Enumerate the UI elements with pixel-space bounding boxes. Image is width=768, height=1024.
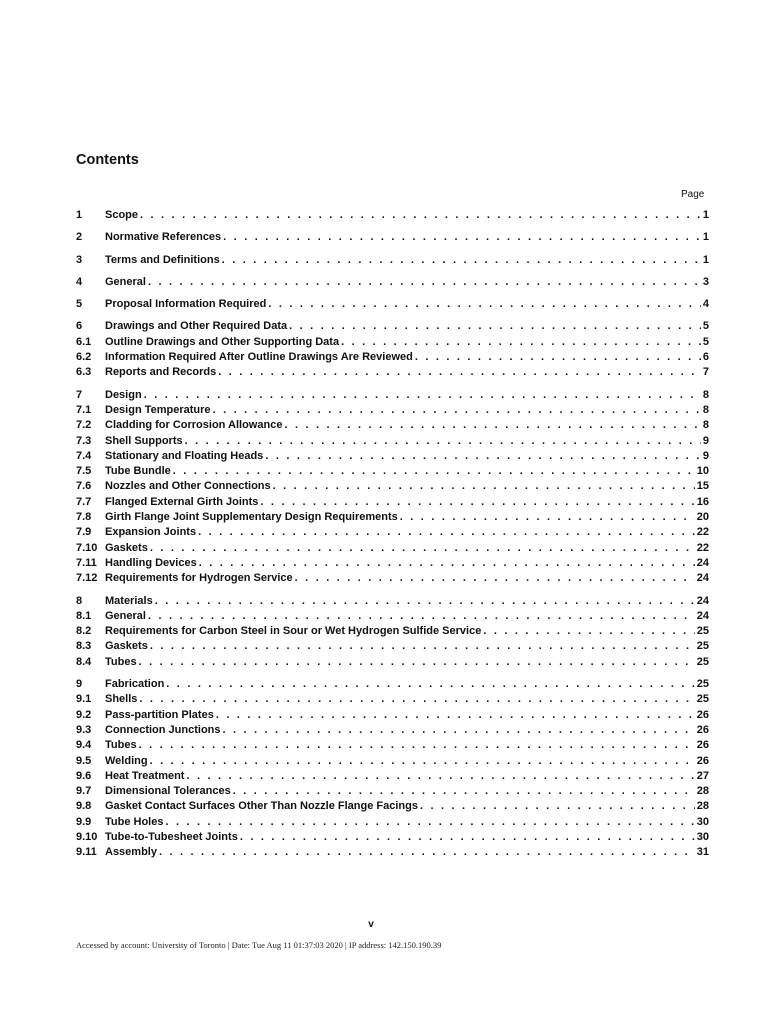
toc-entry-page: 22 [696, 526, 709, 539]
toc-entry-title: General [105, 275, 146, 288]
access-footer: Accessed by account: University of Toronto | Date: Tue Aug 11 01:37:03 2020 | IP address: 142.150.190.39 [76, 940, 442, 950]
toc-entry-number: 9.8 [76, 800, 92, 813]
toc-leader-dots [415, 350, 701, 365]
toc-leader-dots [222, 253, 701, 268]
toc-entry-title: Proposal Information Required [105, 298, 267, 311]
toc-entry[interactable] [76, 335, 709, 350]
toc-entry-number: 6.1 [76, 335, 92, 348]
toc-entry-number: 9.6 [76, 769, 92, 782]
toc-entry-page: 24 [696, 609, 709, 622]
toc-entry[interactable] [76, 692, 709, 707]
toc-leader-dots [199, 556, 695, 571]
toc-leader-dots [483, 624, 694, 639]
toc-leader-dots [341, 335, 701, 350]
toc-leader-dots [148, 609, 695, 624]
table-of-contents [76, 208, 709, 868]
toc-leader-dots [265, 449, 701, 464]
toc-entry-number: 7.4 [76, 449, 92, 462]
toc-entry-title: Gasket Contact Surfaces Other Than Nozzle Flange Facings [105, 800, 418, 813]
toc-entry[interactable] [76, 230, 709, 245]
toc-entry-title: Connection Junctions [105, 723, 221, 736]
toc-entry[interactable] [76, 815, 709, 830]
toc-section-group [76, 208, 709, 223]
toc-entry-number: 7.2 [76, 419, 92, 432]
toc-entry-title: Tubes [105, 739, 137, 752]
toc-leader-dots [140, 208, 701, 223]
toc-leader-dots [260, 495, 694, 510]
toc-entry-number: 7.5 [76, 465, 92, 478]
toc-entry-title: Tube Holes [105, 815, 164, 828]
toc-entry[interactable] [76, 677, 709, 692]
toc-entry-title: Expansion Joints [105, 526, 197, 539]
toc-entry-page: 8 [702, 403, 709, 416]
toc-entry-number: 7.10 [76, 541, 98, 554]
toc-entry-page: 26 [696, 739, 709, 752]
toc-entry[interactable] [76, 253, 709, 268]
toc-entry-page: 8 [702, 388, 709, 401]
toc-entry-title: Design Temperature [105, 403, 211, 416]
toc-entry[interactable] [76, 541, 709, 556]
toc-entry[interactable] [76, 208, 709, 223]
toc-entry-number: 2 [76, 231, 83, 244]
toc-entry[interactable] [76, 319, 709, 334]
toc-entry-page: 16 [696, 495, 709, 508]
toc-leader-dots [150, 639, 695, 654]
toc-entry-number: 6.3 [76, 366, 92, 379]
toc-entry-number: 8.2 [76, 625, 92, 638]
toc-leader-dots [144, 388, 701, 403]
toc-entry[interactable] [76, 738, 709, 753]
toc-leader-dots [289, 319, 701, 334]
toc-entry[interactable] [76, 297, 709, 312]
toc-leader-dots [166, 677, 694, 692]
toc-leader-dots [198, 525, 695, 540]
toc-entry-title: Information Required After Outline Drawings Are Reviewed [105, 351, 413, 364]
toc-entry-page: 5 [702, 335, 709, 348]
toc-entry-page: 27 [696, 769, 709, 782]
toc-section-group [76, 253, 709, 268]
toc-entry[interactable] [76, 434, 709, 449]
toc-leader-dots [213, 403, 701, 418]
toc-entry-page: 30 [696, 815, 709, 828]
toc-entry[interactable] [76, 525, 709, 540]
toc-entry-page: 4 [702, 298, 709, 311]
toc-entry-number: 9.11 [76, 846, 97, 859]
page-number: v [368, 919, 374, 930]
toc-entry-number: 8.3 [76, 640, 92, 653]
toc-entry-title: Fabrication [105, 678, 165, 691]
toc-entry-number: 8.1 [76, 609, 92, 622]
toc-entry[interactable] [76, 769, 709, 784]
toc-entry-page: 1 [702, 209, 709, 221]
toc-entry-title: Scope [105, 209, 139, 221]
toc-entry-title: Cladding for Corrosion Allowance [105, 419, 283, 432]
toc-entry[interactable] [76, 479, 709, 494]
toc-entry-title: Tube-to-Tubesheet Joints [105, 830, 238, 843]
toc-entry-number: 7.1 [76, 403, 92, 416]
toc-leader-dots [223, 230, 701, 245]
toc-entry-number: 3 [76, 253, 83, 266]
toc-leader-dots [295, 571, 695, 586]
toc-entry[interactable] [76, 799, 709, 814]
toc-entry[interactable] [76, 403, 709, 418]
toc-entry-number: 6 [76, 320, 83, 333]
toc-entry[interactable] [76, 350, 709, 365]
toc-entry-number: 9.4 [76, 739, 92, 752]
toc-entry-title: Gaskets [105, 640, 148, 653]
toc-entry-page: 20 [696, 511, 709, 524]
page-title: Contents [76, 152, 139, 168]
toc-entry-page: 1 [702, 231, 709, 244]
toc-entry-title: Flanged External Girth Joints [105, 495, 259, 508]
toc-leader-dots [186, 769, 694, 784]
toc-entry-number: 8.4 [76, 655, 92, 668]
toc-leader-dots [173, 464, 695, 479]
toc-entry-title: Handling Devices [105, 556, 197, 569]
toc-entry-page: 28 [696, 785, 709, 798]
toc-entry[interactable] [76, 784, 709, 799]
toc-leader-dots [150, 541, 695, 556]
toc-entry-number: 9.1 [76, 693, 92, 706]
toc-entry-number: 7.8 [76, 511, 92, 524]
toc-entry-page: 26 [696, 708, 709, 721]
toc-section-group [76, 594, 709, 670]
toc-entry-page: 25 [696, 655, 709, 668]
toc-entry-page: 6 [702, 351, 709, 364]
toc-entry-number: 8 [76, 594, 83, 607]
toc-entry-page: 30 [696, 830, 709, 843]
toc-leader-dots [273, 479, 695, 494]
toc-section-group [76, 297, 709, 312]
toc-entry-title: Tube Bundle [105, 465, 171, 478]
toc-entry[interactable] [76, 723, 709, 738]
toc-leader-dots [218, 365, 701, 380]
toc-entry[interactable] [76, 388, 709, 403]
toc-entry-number: 7.11 [76, 556, 97, 569]
toc-section-group [76, 275, 709, 290]
toc-leader-dots [139, 692, 694, 707]
toc-entry[interactable] [76, 418, 709, 433]
toc-leader-dots [148, 275, 701, 290]
toc-entry-title: Tubes [105, 655, 137, 668]
toc-entry[interactable] [76, 830, 709, 845]
toc-entry-number: 7 [76, 388, 83, 401]
toc-leader-dots [284, 418, 700, 433]
toc-leader-dots [150, 754, 695, 769]
toc-entry-page: 9 [702, 449, 709, 462]
toc-entry-title: Requirements for Carbon Steel in Sour or Wet Hydrogen Sulfide Service [105, 625, 482, 638]
toc-entry-title: Heat Treatment [105, 769, 185, 782]
toc-entry-title: Reports and Records [105, 366, 217, 379]
toc-leader-dots [165, 815, 694, 830]
toc-entry-page: 10 [696, 465, 709, 478]
toc-entry-number: 7.6 [76, 480, 92, 493]
toc-entry-number: 9.9 [76, 815, 92, 828]
toc-entry-page: 31 [696, 846, 709, 859]
toc-leader-dots [233, 784, 695, 799]
toc-entry-page: 26 [696, 723, 709, 736]
toc-entry-page: 15 [696, 480, 709, 493]
toc-leader-dots [185, 434, 701, 449]
toc-section-group [76, 677, 709, 861]
page-column-label: Page [681, 189, 705, 200]
toc-entry-page: 24 [696, 556, 709, 569]
toc-entry-page: 25 [696, 693, 709, 706]
toc-entry[interactable] [76, 639, 709, 654]
toc-section-group [76, 230, 709, 245]
toc-entry-title: Shell Supports [105, 434, 183, 447]
toc-entry-title: Stationary and Floating Heads [105, 449, 264, 462]
toc-entry[interactable] [76, 845, 709, 860]
toc-entry-number: 9.3 [76, 723, 92, 736]
toc-leader-dots [268, 297, 701, 312]
toc-leader-dots [139, 738, 695, 753]
toc-entry-page: 1 [702, 253, 709, 266]
toc-leader-dots [216, 708, 695, 723]
toc-entry-page: 25 [696, 640, 709, 653]
toc-entry-number: 6.2 [76, 351, 92, 364]
toc-entry-page: 24 [696, 594, 709, 607]
toc-entry-title: Terms and Definitions [105, 253, 220, 266]
toc-entry-title: General [105, 609, 146, 622]
toc-entry-title: Welding [105, 754, 148, 767]
toc-entry-number: 9.10 [76, 830, 98, 843]
toc-leader-dots [420, 799, 695, 814]
toc-entry-title: Requirements for Hydrogen Service [105, 572, 293, 585]
toc-entry-page: 7 [702, 366, 709, 379]
toc-entry-title: Girth Flange Joint Supplementary Design Requirements [105, 511, 398, 524]
toc-entry-number: 4 [76, 275, 83, 288]
toc-entry-page: 28 [696, 800, 709, 813]
toc-entry-title: Outline Drawings and Other Supporting Data [105, 335, 340, 348]
toc-leader-dots [159, 845, 695, 860]
toc-entry-title: Assembly [105, 846, 157, 859]
toc-entry[interactable] [76, 754, 709, 769]
toc-entry-page: 5 [702, 320, 709, 333]
toc-entry-number: 9.2 [76, 708, 92, 721]
toc-entry-page: 22 [696, 541, 709, 554]
toc-entry[interactable] [76, 624, 709, 639]
toc-entry[interactable] [76, 708, 709, 723]
toc-entry-page: 25 [696, 678, 709, 691]
toc-entry-number: 7.9 [76, 526, 92, 539]
toc-entry-title: Drawings and Other Required Data [105, 320, 288, 333]
toc-entry[interactable] [76, 655, 709, 670]
toc-entry[interactable] [76, 510, 709, 525]
toc-entry-number: 7.12 [76, 572, 98, 585]
toc-entry-page: 25 [696, 625, 709, 638]
toc-entry[interactable] [76, 556, 709, 571]
toc-entry-number: 9.7 [76, 785, 92, 798]
toc-leader-dots [139, 655, 695, 670]
toc-entry-title: Nozzles and Other Connections [105, 480, 271, 493]
toc-leader-dots [240, 830, 695, 845]
toc-entry[interactable] [76, 609, 709, 624]
toc-entry-title: Gaskets [105, 541, 148, 554]
toc-entry-page: 3 [702, 275, 709, 288]
toc-entry-number: 7.7 [76, 495, 92, 508]
toc-leader-dots [400, 510, 695, 525]
toc-entry[interactable] [76, 495, 709, 510]
toc-entry[interactable] [76, 449, 709, 464]
toc-entry-title: Design [105, 388, 142, 401]
toc-entry[interactable] [76, 594, 709, 609]
toc-entry-title: Dimensional Tolerances [105, 785, 231, 798]
toc-entry-title: Shells [105, 693, 138, 706]
toc-entry[interactable] [76, 365, 709, 380]
toc-entry-page: 24 [696, 572, 709, 585]
toc-entry-page: 9 [702, 434, 709, 447]
toc-entry-title: Normative References [105, 231, 222, 244]
toc-entry-number: 9 [76, 678, 83, 691]
toc-entry[interactable] [76, 571, 709, 586]
toc-leader-dots [155, 594, 695, 609]
toc-entry[interactable] [76, 464, 709, 479]
toc-entry-number: 7.3 [76, 434, 92, 447]
toc-entry-title: Materials [105, 594, 153, 607]
toc-leader-dots [223, 723, 695, 738]
toc-entry-number: 9.5 [76, 754, 92, 767]
toc-entry[interactable] [76, 275, 709, 290]
toc-section-group [76, 388, 709, 587]
toc-entry-number: 5 [76, 298, 83, 311]
toc-entry-page: 26 [696, 754, 709, 767]
toc-entry-number: 1 [76, 209, 83, 221]
toc-entry-page: 8 [702, 419, 709, 432]
toc-entry-title: Pass-partition Plates [105, 708, 214, 721]
toc-section-group [76, 319, 709, 380]
